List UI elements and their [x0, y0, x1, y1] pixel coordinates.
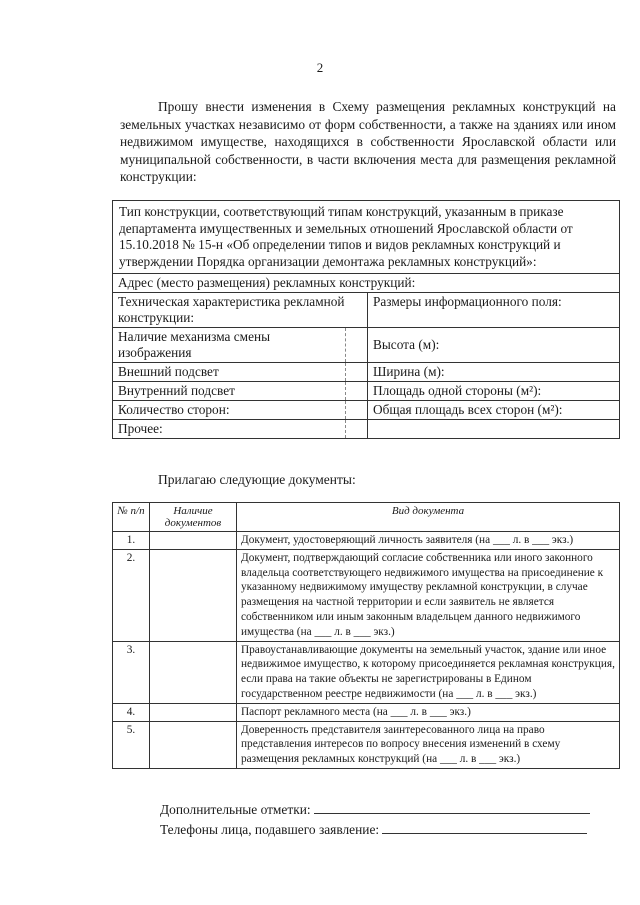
notes-field[interactable]	[314, 801, 590, 814]
phones-line	[160, 821, 587, 838]
row-left-1: Наличие механизма смены изображения	[113, 328, 346, 363]
doc-kind-4: Паспорт рекламного места (на ___ л. в ___ экз.)	[237, 703, 620, 721]
construction-type-cell: Тип конструкции, соответствующий типам конструкций, указанным в приказе департамента имущественных и земельных отношений Ярославской области от 15.10.2018 № 15-н «Об определении типов и видов рекламных конструкций и утверждении Порядка организации демонтажа рекламных конструкций»:	[113, 201, 620, 274]
row-right-5	[368, 420, 620, 439]
doc-num-3: 3.	[113, 641, 150, 703]
header-have: Наличие документов	[150, 503, 237, 532]
doc-kind-3: Правоустанавливающие документы на земельный участок, здание или иное недвижимое имущество, к которому присоединяется рекламная конструкция, если права на такие объекты не зарегистрированы в Едином государственном реестре недвижимости (на ___ л. в ___ экз.)	[237, 641, 620, 703]
row-left-3: Внутренний подсвет	[113, 382, 346, 401]
row-left-5: Прочее:	[113, 420, 346, 439]
page-number: 2	[316, 60, 324, 75]
doc-num-2: 2.	[113, 549, 150, 641]
attachments-title: Прилагаю следующие документы:	[158, 472, 356, 487]
header-kind: Вид документа	[237, 503, 620, 532]
notes-label: Дополнительные отметки:	[160, 802, 311, 817]
construction-info-table	[112, 200, 620, 439]
row-mid-2	[346, 363, 368, 382]
row-mid-4	[346, 401, 368, 420]
row-mid-3	[346, 382, 368, 401]
doc-have-4[interactable]	[150, 703, 237, 721]
row-left-4: Количество сторон:	[113, 401, 346, 420]
request-text: Прошу внести изменения в Схему размещения рекламных конструкций на земельных участках независимо от форм собственности, а также на зданиях или ином недвижимом имуществе, находящихся в собственности Ярославской области или муниципальной собственности, в части включения места для размещения рекламной конструкции:	[120, 99, 616, 184]
doc-num-4: 4.	[113, 703, 150, 721]
row-right-4: Общая площадь всех сторон (м²):	[368, 401, 620, 420]
size-header-cell: Размеры информационного поля:	[368, 293, 620, 328]
doc-have-2[interactable]	[150, 549, 237, 641]
doc-have-5[interactable]	[150, 721, 237, 768]
row-right-1: Высота (м):	[368, 328, 620, 363]
doc-kind-5: Доверенность представителя заинтересованного лица на право представления интересов по вопросу внесения изменений в схему размещения рекламных конструкций (на ___ л. в ___ экз.)	[237, 721, 620, 768]
doc-have-1[interactable]	[150, 532, 237, 550]
phones-label: Телефоны лица, подавшего заявление:	[160, 822, 380, 837]
row-mid-5	[346, 420, 368, 439]
doc-have-3[interactable]	[150, 641, 237, 703]
doc-num-5: 5.	[113, 721, 150, 768]
request-paragraph	[120, 98, 616, 186]
row-right-2: Ширина (м):	[368, 363, 620, 382]
row-left-2: Внешний подсвет	[113, 363, 346, 382]
doc-num-1: 1.	[113, 532, 150, 550]
notes-line	[160, 801, 590, 818]
doc-kind-1: Документ, удостоверяющий личность заявителя (на ___ л. в ___ экз.)	[237, 532, 620, 550]
phones-field[interactable]	[382, 821, 587, 834]
row-mid-1	[346, 328, 368, 363]
tech-header-cell: Техническая характеристика рекламной конструкции:	[113, 293, 368, 328]
documents-table	[112, 502, 620, 769]
header-num: № п/п	[113, 503, 150, 532]
address-cell: Адрес (место размещения) рекламных конструкций:	[113, 274, 620, 293]
row-right-3: Площадь одной стороны (м²):	[368, 382, 620, 401]
doc-kind-2: Документ, подтверждающий согласие собственника или иного законного владельца соответствующего недвижимого имущества на присоединение к указанному недвижимому имуществу рекламной конструкции, в случае размещения на частной территории и если заявитель не является собственником или иным законным владельцем данного недвижимого имущества (на ___ л. в ___ экз.)	[237, 549, 620, 641]
